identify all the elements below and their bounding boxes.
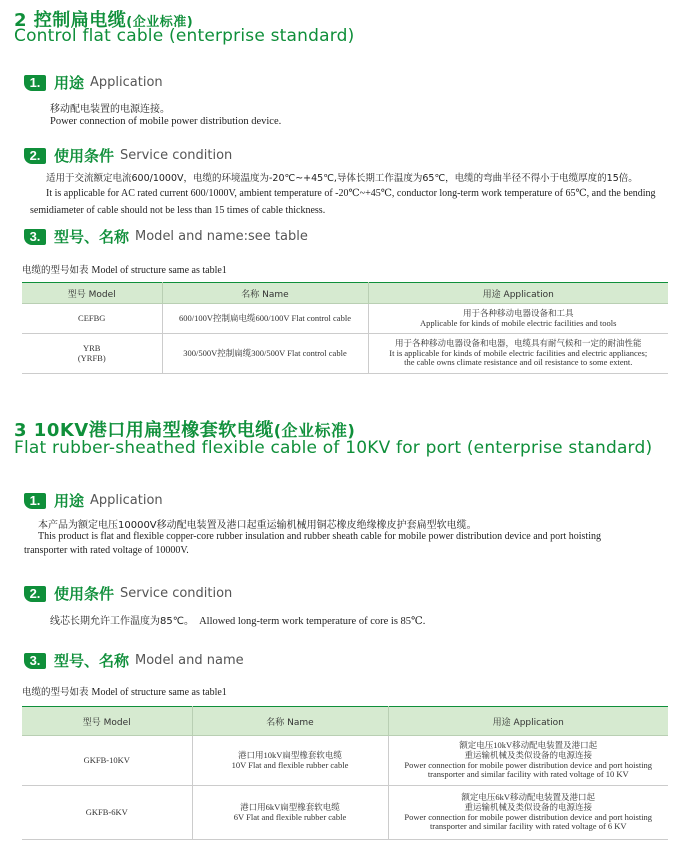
s2-service-heading [24, 145, 232, 166]
cell-line: 10V Flat and flexible rubber cable [231, 759, 349, 770]
s3-row2-name [192, 786, 388, 840]
s3-header-application: 用途 Application [388, 707, 668, 736]
s2-table-header-row [22, 283, 668, 304]
section2-title-en: Control flat cable (enterprise standard) [14, 26, 355, 46]
cell-line: 港口用6kV扁型橡套软电缆 [240, 801, 340, 812]
s2-application-number: 1. [24, 75, 46, 91]
cell-line: 6V Flat and flexible rubber cable [233, 811, 347, 822]
s3-row1-name [192, 736, 388, 786]
s2-service-en: Service condition [120, 148, 233, 163]
cell-line: GKFB-6KV [85, 806, 128, 817]
s3-service-text-en: Allowed long-term work temperature of core is 85℃. [199, 616, 426, 627]
s2-model-cn: 型号、名称 [54, 228, 130, 246]
cell-line: 用于各种移动电器设备和电器，电缆具有耐气候和一定的耐油性能 [394, 337, 642, 348]
s3-spec-table [22, 706, 668, 840]
section3-title-cn-text: 3 10KV港口用扁型橡套软电缆 [14, 420, 274, 441]
s2-row1-model [22, 304, 162, 334]
s3-caption-en: Model of structure same as table1 [91, 687, 227, 698]
s3-caption-cn: 电缆的型号如表 [22, 687, 89, 698]
s3-service-text-cn: 线芯长期允许工作温度为85℃。 [50, 616, 194, 627]
s3-service-number: 2. [24, 586, 46, 602]
s2-service-text-cn: 适用于交流额定电流600/1000V，电缆的环境温度为-20℃~+45℃,导体长期工作温度为65℃，电缆的弯曲半径不得小于电缆厚度的15倍。 [46, 173, 638, 184]
s2-service-number: 2. [24, 148, 46, 164]
s2-header-model: 型号 Model [22, 283, 162, 304]
s2-service-text-en-1: It is applicable for AC rated current 600/1000V, ambient temperature of -20℃~+45℃, conductor long-term work temperature of 65℃, and the bending [46, 188, 656, 199]
s3-table-caption [22, 684, 227, 698]
s3-model-en: Model and name [135, 653, 244, 668]
section2-title-cn-text: 2 控制扁电缆 [14, 10, 127, 31]
s3-table-header-row [22, 707, 668, 736]
table-row [22, 334, 668, 374]
s3-service-cn: 使用条件 [54, 585, 115, 603]
s3-row2-model [22, 786, 192, 840]
s2-model-number: 3. [24, 229, 46, 245]
cell-line: 额定电压10kV移动配电装置及港口起 [459, 739, 598, 750]
s2-row2-application [368, 334, 668, 374]
s3-service-text [50, 609, 425, 628]
s2-application-text-cn: 移动配电装置的电源连接。 [50, 104, 170, 115]
cell-line: the cable owns climate resistance and oil resistance to some extent. [404, 357, 633, 368]
s3-application-text-en-1: This product is flat and flexible copper-core rubber insulation and rubber sheath cable for mobile power distribution device and port hoisting [38, 531, 601, 542]
cell-line: 重运输机械及类似设备的电源连接 [464, 749, 592, 760]
s3-model-number: 3. [24, 653, 46, 669]
s3-application-text-en-2: transporter with rated voltage of 10000V. [24, 545, 189, 556]
s2-row2-model [22, 334, 162, 374]
cell-line: transporter and similar facility with rated voltage of 6 KV [429, 821, 627, 832]
s2-service-cn: 使用条件 [54, 147, 115, 165]
cell-line: 300/500V控制扁缆300/500V Flat control cable [183, 347, 347, 358]
s3-row2-application [388, 786, 668, 840]
cell-line: It is applicable for kinds of mobile electric facilities and electric appliances; [389, 347, 648, 358]
s3-application-heading [24, 490, 163, 511]
s2-application-text-en: Power connection of mobile power distribution device. [50, 116, 282, 127]
s3-application-cn: 用途 [54, 492, 85, 510]
cell-line: (YRFB) [77, 352, 106, 363]
cell-line: 港口用10kV扁型橡套软电缆 [238, 749, 342, 760]
s3-row1-application [388, 736, 668, 786]
s3-model-cn: 型号、名称 [54, 652, 130, 670]
cell-line: Power connection for mobile power distribution device and port hoisting [404, 759, 653, 770]
s2-caption-cn: 电缆的型号如表 [22, 265, 89, 276]
s2-row1-name [162, 304, 368, 334]
s2-model-en: Model and name:see table [135, 229, 308, 244]
cell-line: Applicable for kinds of mobile electric facilities and tools [420, 317, 617, 328]
s2-caption-en: Model of structure same as table1 [91, 265, 227, 276]
cell-line: transporter and similar facility with rated voltage of 10 KV [427, 769, 629, 780]
section2-title-suffix: (企业标准) [126, 15, 194, 30]
cell-line: 额定电压6kV移动配电装置及港口起 [461, 791, 596, 802]
s2-application-heading [24, 72, 163, 93]
s3-header-name: 名称 Name [192, 707, 388, 736]
section3-title-suffix: (企业标准) [273, 421, 356, 440]
s2-header-name: 名称 Name [162, 283, 368, 304]
s3-header-model: 型号 Model [22, 707, 192, 736]
s3-application-en: Application [90, 493, 163, 508]
s3-application-text-cn: 本产品为额定电压10000V移动配电装置及港口起重运输机械用铜芯橡皮绝缘橡皮护套扁型软电缆。 [38, 520, 477, 531]
s3-application-number: 1. [24, 493, 46, 509]
s3-service-en: Service condition [120, 586, 233, 601]
s2-spec-table [22, 282, 668, 374]
table-row [22, 736, 668, 786]
s2-table-caption [22, 262, 227, 276]
s2-row1-application [368, 304, 668, 334]
section3-title-en: Flat rubber-sheathed flexible cable of 10KV for port (enterprise standard) [14, 438, 653, 458]
cell-line: 用于各种移动电器设备和工具 [462, 307, 574, 318]
s2-row2-name [162, 334, 368, 374]
s2-service-text-en-2: semidiameter of cable should not be less than 15 times of cable thickness. [30, 205, 326, 216]
cell-line: 600/100V控制扁电缆600/100V Flat control cable [179, 312, 351, 323]
s2-header-application: 用途 Application [368, 283, 668, 304]
table-row [22, 304, 668, 334]
s2-model-heading [24, 226, 308, 247]
cell-line: 重运输机械及类似设备的电源连接 [464, 801, 592, 812]
s3-service-heading [24, 583, 232, 604]
cell-line: CEFBG [78, 312, 106, 323]
s3-row1-model [22, 736, 192, 786]
cell-line: Power connection for mobile power distribution device and port hoisting [404, 811, 653, 822]
cell-line: YRB [83, 342, 101, 353]
cell-line: GKFB-10KV [83, 754, 130, 765]
table-row [22, 786, 668, 840]
s2-application-en: Application [90, 75, 163, 90]
s3-model-heading [24, 650, 244, 671]
s2-application-cn: 用途 [54, 74, 85, 92]
